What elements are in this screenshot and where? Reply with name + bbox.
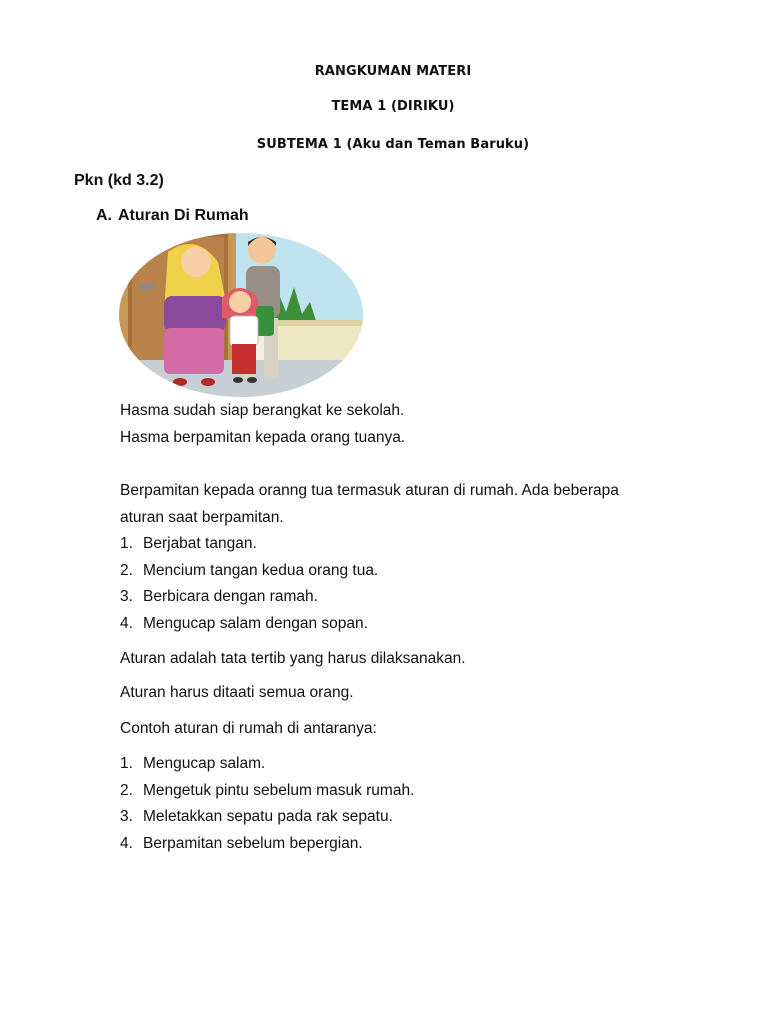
section-title: Aturan Di Rumah [118, 207, 249, 224]
list-item: 1. Berjabat tangan. [120, 535, 257, 552]
subject-heading: Pkn (kd 3.2) [74, 172, 164, 189]
theme-heading: TEMA 1 (DIRIKU) [331, 99, 455, 114]
list-item: 2. Mencium tangan kedua orang tua. [120, 561, 379, 579]
paragraph-4: Aturan adalah tata tertib yang harus dilaksanakan. [120, 650, 466, 667]
list-item: 2. Mengetuk pintu sebelum masuk rumah. [120, 781, 415, 799]
section-heading [96, 207, 249, 225]
list-item: 1. Mengucap salam. [120, 755, 266, 772]
paragraph-3-line-1: Berpamitan kepada oranng tua termasuk aturan di rumah. Ada beberapa [120, 482, 619, 499]
paragraph-6: Contoh aturan di rumah di antaranya: [120, 720, 377, 737]
paragraph-3-line-2: aturan saat berpamitan. [120, 509, 284, 526]
list-item: 4. Mengucap salam dengan sopan. [120, 614, 368, 632]
document-title: RANGKUMAN MATERI [314, 64, 472, 79]
section-number: A. [96, 207, 112, 224]
paragraph-2: Hasma berpamitan kepada orang tuanya. [120, 429, 406, 446]
list-item: 4. Berpamitan sebelum bepergian. [120, 834, 363, 852]
paragraph-1: Hasma sudah siap berangkat ke sekolah. [120, 402, 405, 419]
list-item: 3. Berbicara dengan ramah. [120, 588, 318, 605]
subtheme-heading: SUBTEMA 1 (Aku dan Teman Baruku) [256, 137, 530, 152]
paragraph-5: Aturan harus ditaati semua orang. [120, 684, 354, 701]
family-farewell-illustration [118, 232, 364, 398]
farewell-rules-list [120, 531, 378, 637]
home-rules-list [120, 751, 414, 857]
list-item: 3. Meletakkan sepatu pada rak sepatu. [120, 808, 393, 825]
